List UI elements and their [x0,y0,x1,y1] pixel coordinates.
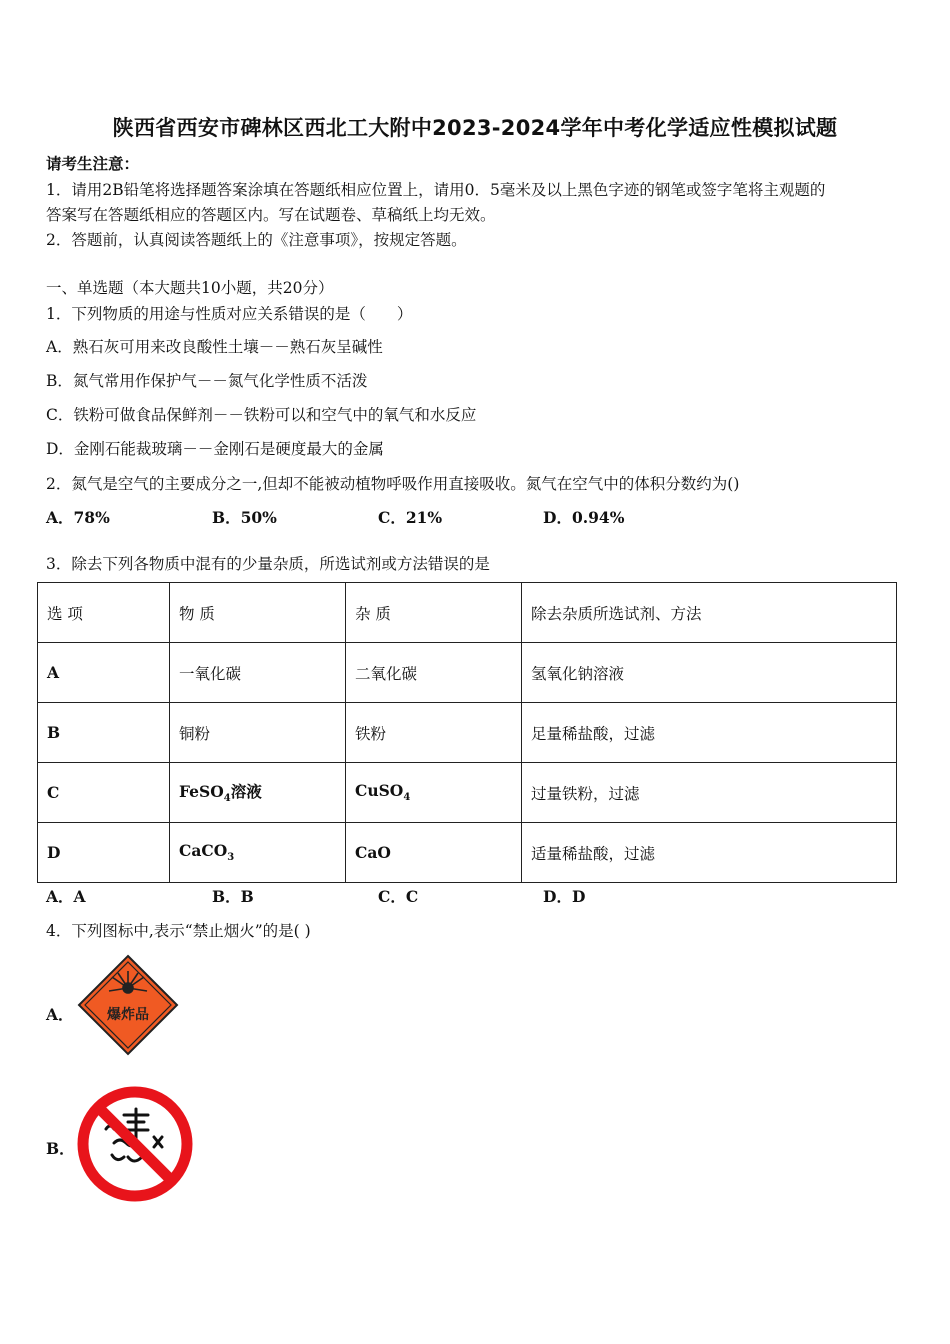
impurity-cell: 二氧化碳 [346,643,522,703]
q2-option-b: B．50% [212,508,277,527]
option-cell: C [38,763,170,823]
impurity-cell: CaO [346,823,522,883]
section-heading: 一、单选题（本大题共10小题，共20分） [46,279,334,297]
option-cell: B [38,703,170,763]
q2-option-c: C．21% [378,508,443,527]
substance-cell [170,823,346,883]
substance-cell [170,763,346,823]
option-cell: D [38,823,170,883]
header-cell: 选 项 [38,583,170,643]
q3-table [37,582,897,883]
q3-stem: 3．除去下列各物质中混有的少量杂质，所选试剂或方法错误的是 [46,555,490,573]
header-cell: 物 质 [170,583,346,643]
formula-subscript: 4 [223,793,231,805]
method-cell: 足量稀盐酸，过滤 [522,703,897,763]
table-row [38,643,897,703]
notice-line-1: 1．请用2B铅笔将选择题答案涂填在答题纸相应位置上，请用0．5毫米及以上黑色字迹的钢笔或签字笔将主观题的 [46,181,826,199]
q3-option-b: B．B [212,887,254,906]
formula-main: CaCO [179,841,228,861]
formula-main: FeSO [179,782,224,802]
method-cell: 适量稀盐酸，过滤 [522,823,897,883]
table-row [38,763,897,823]
formula-subscript: 4 [403,792,411,804]
notice-heading: 请考生注意： [46,154,140,173]
substance-cell: 一氧化碳 [170,643,346,703]
table-row [38,703,897,763]
q2-stem: 2．氮气是空气的主要成分之一,但却不能被动植物呼吸作用直接吸收。氮气在空气中的体积分数约为() [46,475,740,493]
q4-option-b-label: B． [46,1139,75,1158]
q1-option-c: C．铁粉可做食品保鲜剂－－铁粉可以和空气中的氧气和水反应 [46,406,477,424]
header-cell: 杂 质 [346,583,522,643]
explosive-sign-icon [76,953,180,1057]
formula-subscript: 3 [227,852,235,864]
q1-option-d: D．金刚石能裁玻璃－－金刚石是硬度最大的金属 [46,440,384,458]
table-row [38,823,897,883]
substance-cell: 铜粉 [170,703,346,763]
notice-line-1b: 答案写在答题纸相应的答题区内。写在试题卷、草稿纸上均无效。 [46,206,496,224]
q1-option-b: B．氮气常用作保护气－－氮气化学性质不活泼 [46,372,368,390]
formula-main: CuSO [355,781,404,801]
impurity-cell: 铁粉 [346,703,522,763]
option-cell: A [38,643,170,703]
method-cell: 过量铁粉，过滤 [522,763,897,823]
formula-tail: 溶液 [230,782,262,802]
header-cell: 除去杂质所选试剂、方法 [522,583,897,643]
q3-option-a: A．A [46,887,86,906]
method-cell: 氢氧化钠溶液 [522,643,897,703]
q2-option-a: A．78% [46,508,110,527]
no-fire-sign-icon [76,1085,194,1203]
q4-stem: 4．下列图标中,表示“禁止烟火”的是( ) [46,922,311,940]
notice-line-2: 2．答题前，认真阅读答题纸上的《注意事项》，按规定答题。 [46,231,467,249]
impurity-cell [346,763,522,823]
q1-stem: 1．下列物质的用途与性质对应关系错误的是（ ） [46,305,413,323]
page-title: 陕西省西安市碑林区西北工大附中2023-2024学年中考化学适应性模拟试题 [112,116,838,140]
q2-option-d: D．0.94% [543,508,625,527]
q1-option-a: A．熟石灰可用来改良酸性土壤－－熟石灰呈碱性 [46,338,383,356]
explosive-sign-text: 爆炸品 [107,1007,149,1023]
q3-option-c: C．C [378,887,419,906]
table-header-row [38,583,897,643]
q3-option-d: D．D [543,887,586,906]
q4-option-a-label: A． [46,1005,74,1024]
